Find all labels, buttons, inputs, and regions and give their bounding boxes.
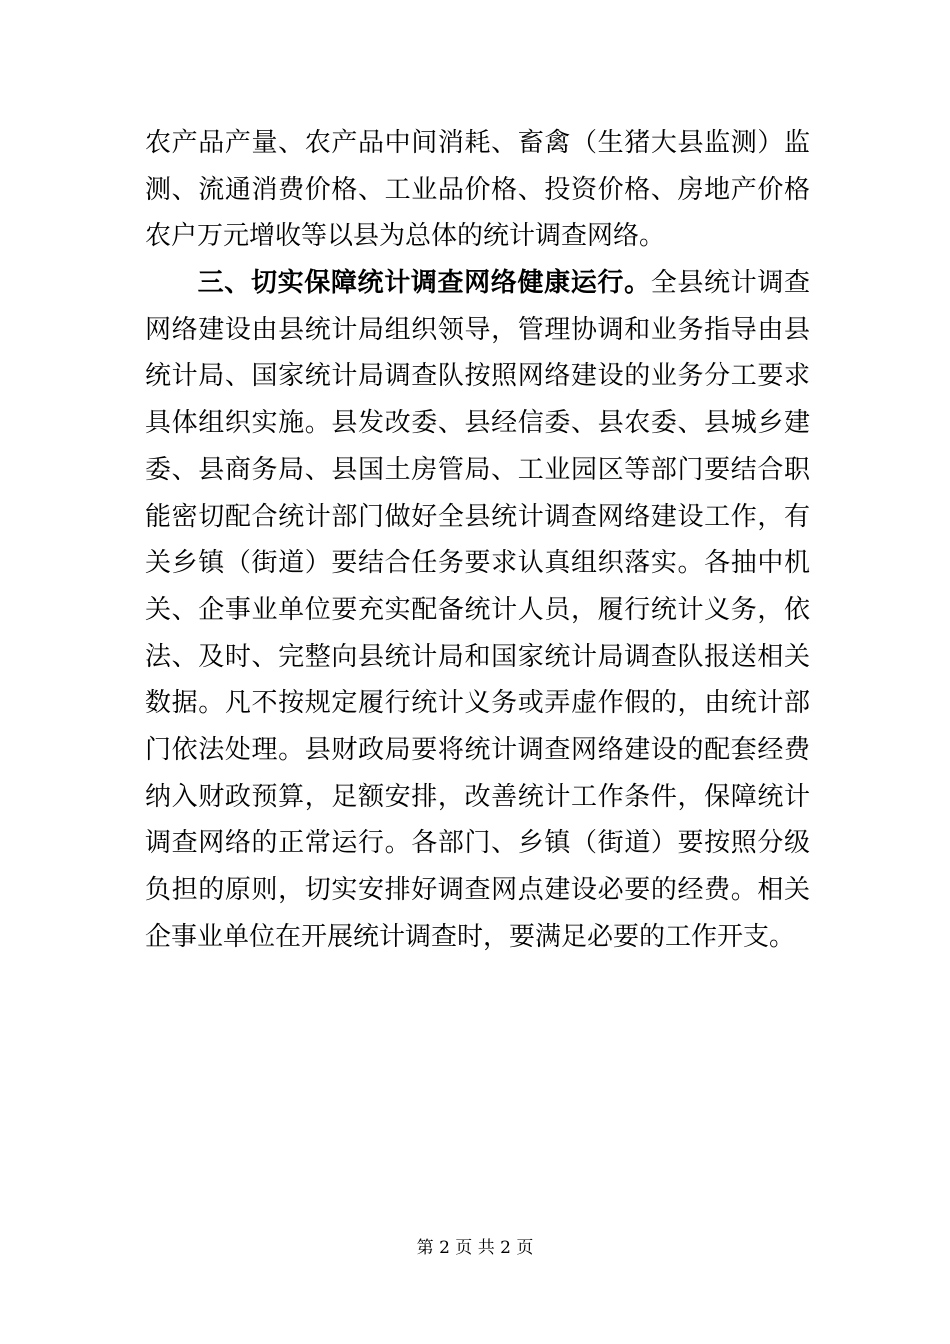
paragraph-line: 门依法处理。县财政局要将统计调查网络建设的配套经费 (145, 734, 810, 765)
paragraph-line: 纳入财政预算，足额安排，改善统计工作条件，保障统计 (145, 781, 810, 812)
paragraph-line: 调查网络的正常运行。各部门、乡镇（街道）要按照分级 (145, 828, 810, 859)
paragraph-line: 农产品产量、农产品中间消耗、畜禽（生猪大县监测）监 (145, 128, 810, 158)
page-number-footer: 第 2 页 共 2 页 (416, 1238, 534, 1258)
paragraph-line: 法、及时、完整向县统计局和国家统计局调查队报送相关 (145, 641, 810, 672)
section-heading: 三、切实保障统计调查网络健康运行。 (197, 268, 651, 299)
paragraph-line: 测、流通消费价格、工业品价格、投资价格、房地产价格 (145, 174, 810, 205)
paragraph-line: 农户万元增收等以县为总体的统计调查网络。 (145, 221, 666, 252)
paragraph-line: 关、企事业单位要充实配备统计人员，履行统计义务，依 (145, 594, 810, 625)
body-text (145, 120, 810, 960)
section-first-line-text: 全县统计调查 (650, 268, 810, 299)
section-heading-line (145, 260, 810, 307)
paragraph-line: 企事业单位在开展统计调查时，要满足必要的工作开支。 (145, 921, 796, 952)
paragraph-line: 具体组织实施。县发改委、县经信委、县农委、县城乡建 (145, 408, 810, 439)
paragraph-line: 负担的原则，切实安排好调查网点建设必要的经费。相关 (145, 875, 810, 905)
paragraph-line: 网络建设由县统计局组织领导，管理协调和业务指导由县 (145, 314, 810, 345)
paragraph-line: 数据。凡不按规定履行统计义务或弄虚作假的，由统计部 (145, 688, 810, 719)
paragraph-line: 统计局、国家统计局调查队按照网络建设的业务分工要求 (145, 361, 810, 392)
paragraph-line: 能密切配合统计部门做好全县统计调查网络建设工作，有 (145, 501, 810, 532)
paragraph-line: 委、县商务局、县国土房管局、工业园区等部门要结合职 (145, 454, 810, 485)
paragraph-line: 关乡镇（街道）要结合任务要求认真组织落实。各抽中机 (145, 548, 810, 579)
